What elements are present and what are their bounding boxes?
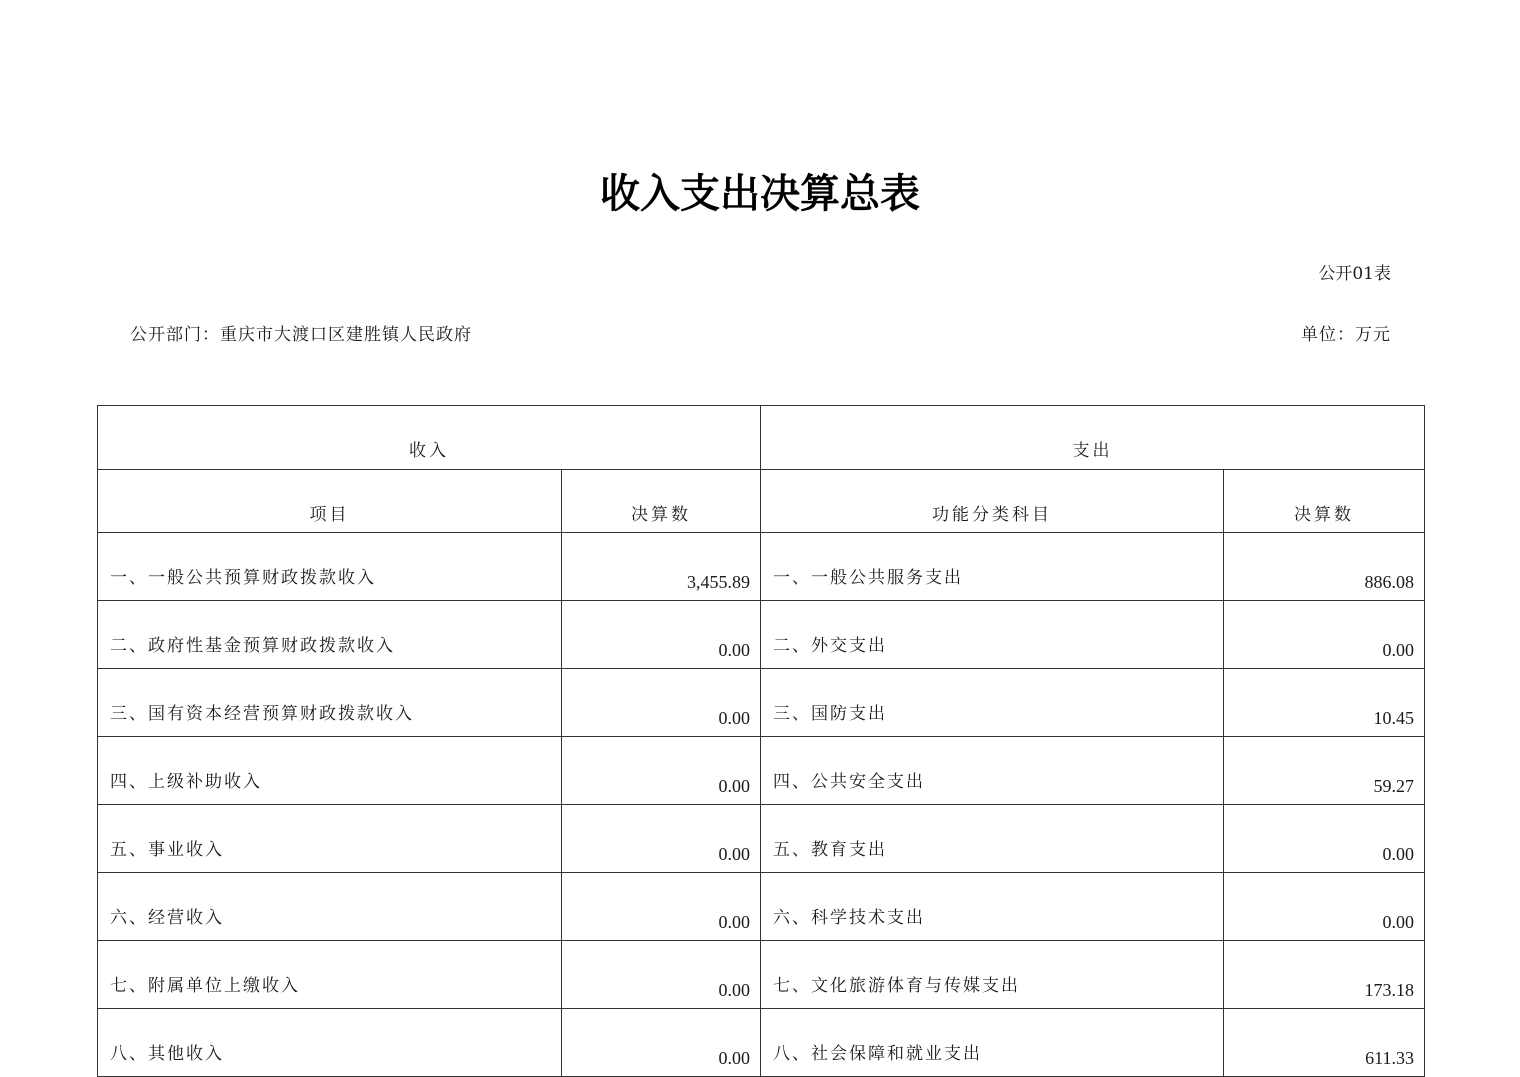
income-amount: 0.00 <box>562 873 761 941</box>
table-row <box>98 941 1425 1009</box>
income-item: 八、其他收入 <box>98 1009 562 1077</box>
income-item: 四、上级补助收入 <box>98 737 562 805</box>
table-row <box>98 737 1425 805</box>
expense-amount: 0.00 <box>1224 601 1425 669</box>
expense-amount: 611.33 <box>1224 1009 1425 1077</box>
income-amount: 0.00 <box>562 941 761 1009</box>
column-header-row <box>98 470 1425 533</box>
income-amount: 0.00 <box>562 601 761 669</box>
income-amount-column-header: 决算数 <box>562 470 761 533</box>
expense-item: 四、公共安全支出 <box>761 737 1224 805</box>
income-item: 二、政府性基金预算财政拨款收入 <box>98 601 562 669</box>
income-amount: 0.00 <box>562 1009 761 1077</box>
income-amount: 0.00 <box>562 669 761 737</box>
expense-amount: 59.27 <box>1224 737 1425 805</box>
table-row <box>98 1009 1425 1077</box>
form-number: 公开01表 <box>1318 264 1391 284</box>
table-row <box>98 533 1425 601</box>
expense-amount: 10.45 <box>1224 669 1425 737</box>
expense-item: 二、外交支出 <box>761 601 1224 669</box>
expense-item: 六、科学技术支出 <box>761 873 1224 941</box>
income-item: 七、附属单位上缴收入 <box>98 941 562 1009</box>
expense-amount: 0.00 <box>1224 873 1425 941</box>
expense-item: 五、教育支出 <box>761 805 1224 873</box>
unit-label: 单位：万元 <box>1301 325 1391 345</box>
income-item: 六、经营收入 <box>98 873 562 941</box>
expense-section-header: 支出 <box>761 406 1425 470</box>
expense-item: 一、一般公共服务支出 <box>761 533 1224 601</box>
income-amount: 0.00 <box>562 737 761 805</box>
table-row <box>98 873 1425 941</box>
expense-item: 八、社会保障和就业支出 <box>761 1009 1224 1077</box>
expense-amount: 886.08 <box>1224 533 1425 601</box>
income-expense-summary-table <box>97 405 1425 1077</box>
income-section-header: 收入 <box>98 406 761 470</box>
income-amount: 3,455.89 <box>562 533 761 601</box>
expense-item-column-header: 功能分类科目 <box>761 470 1224 533</box>
section-header-row <box>98 406 1425 470</box>
expense-item: 三、国防支出 <box>761 669 1224 737</box>
page-title: 收入支出决算总表 <box>600 170 920 217</box>
expense-amount-column-header: 决算数 <box>1224 470 1425 533</box>
income-amount: 0.00 <box>562 805 761 873</box>
income-item-column-header: 项目 <box>98 470 562 533</box>
income-item: 五、事业收入 <box>98 805 562 873</box>
expense-item: 七、文化旅游体育与传媒支出 <box>761 941 1224 1009</box>
department-label: 公开部门：重庆市大渡口区建胜镇人民政府 <box>130 325 472 345</box>
income-item: 一、一般公共预算财政拨款收入 <box>98 533 562 601</box>
expense-amount: 173.18 <box>1224 941 1425 1009</box>
income-item: 三、国有资本经营预算财政拨款收入 <box>98 669 562 737</box>
table-row <box>98 601 1425 669</box>
expense-amount: 0.00 <box>1224 805 1425 873</box>
table-row <box>98 805 1425 873</box>
table-row <box>98 669 1425 737</box>
